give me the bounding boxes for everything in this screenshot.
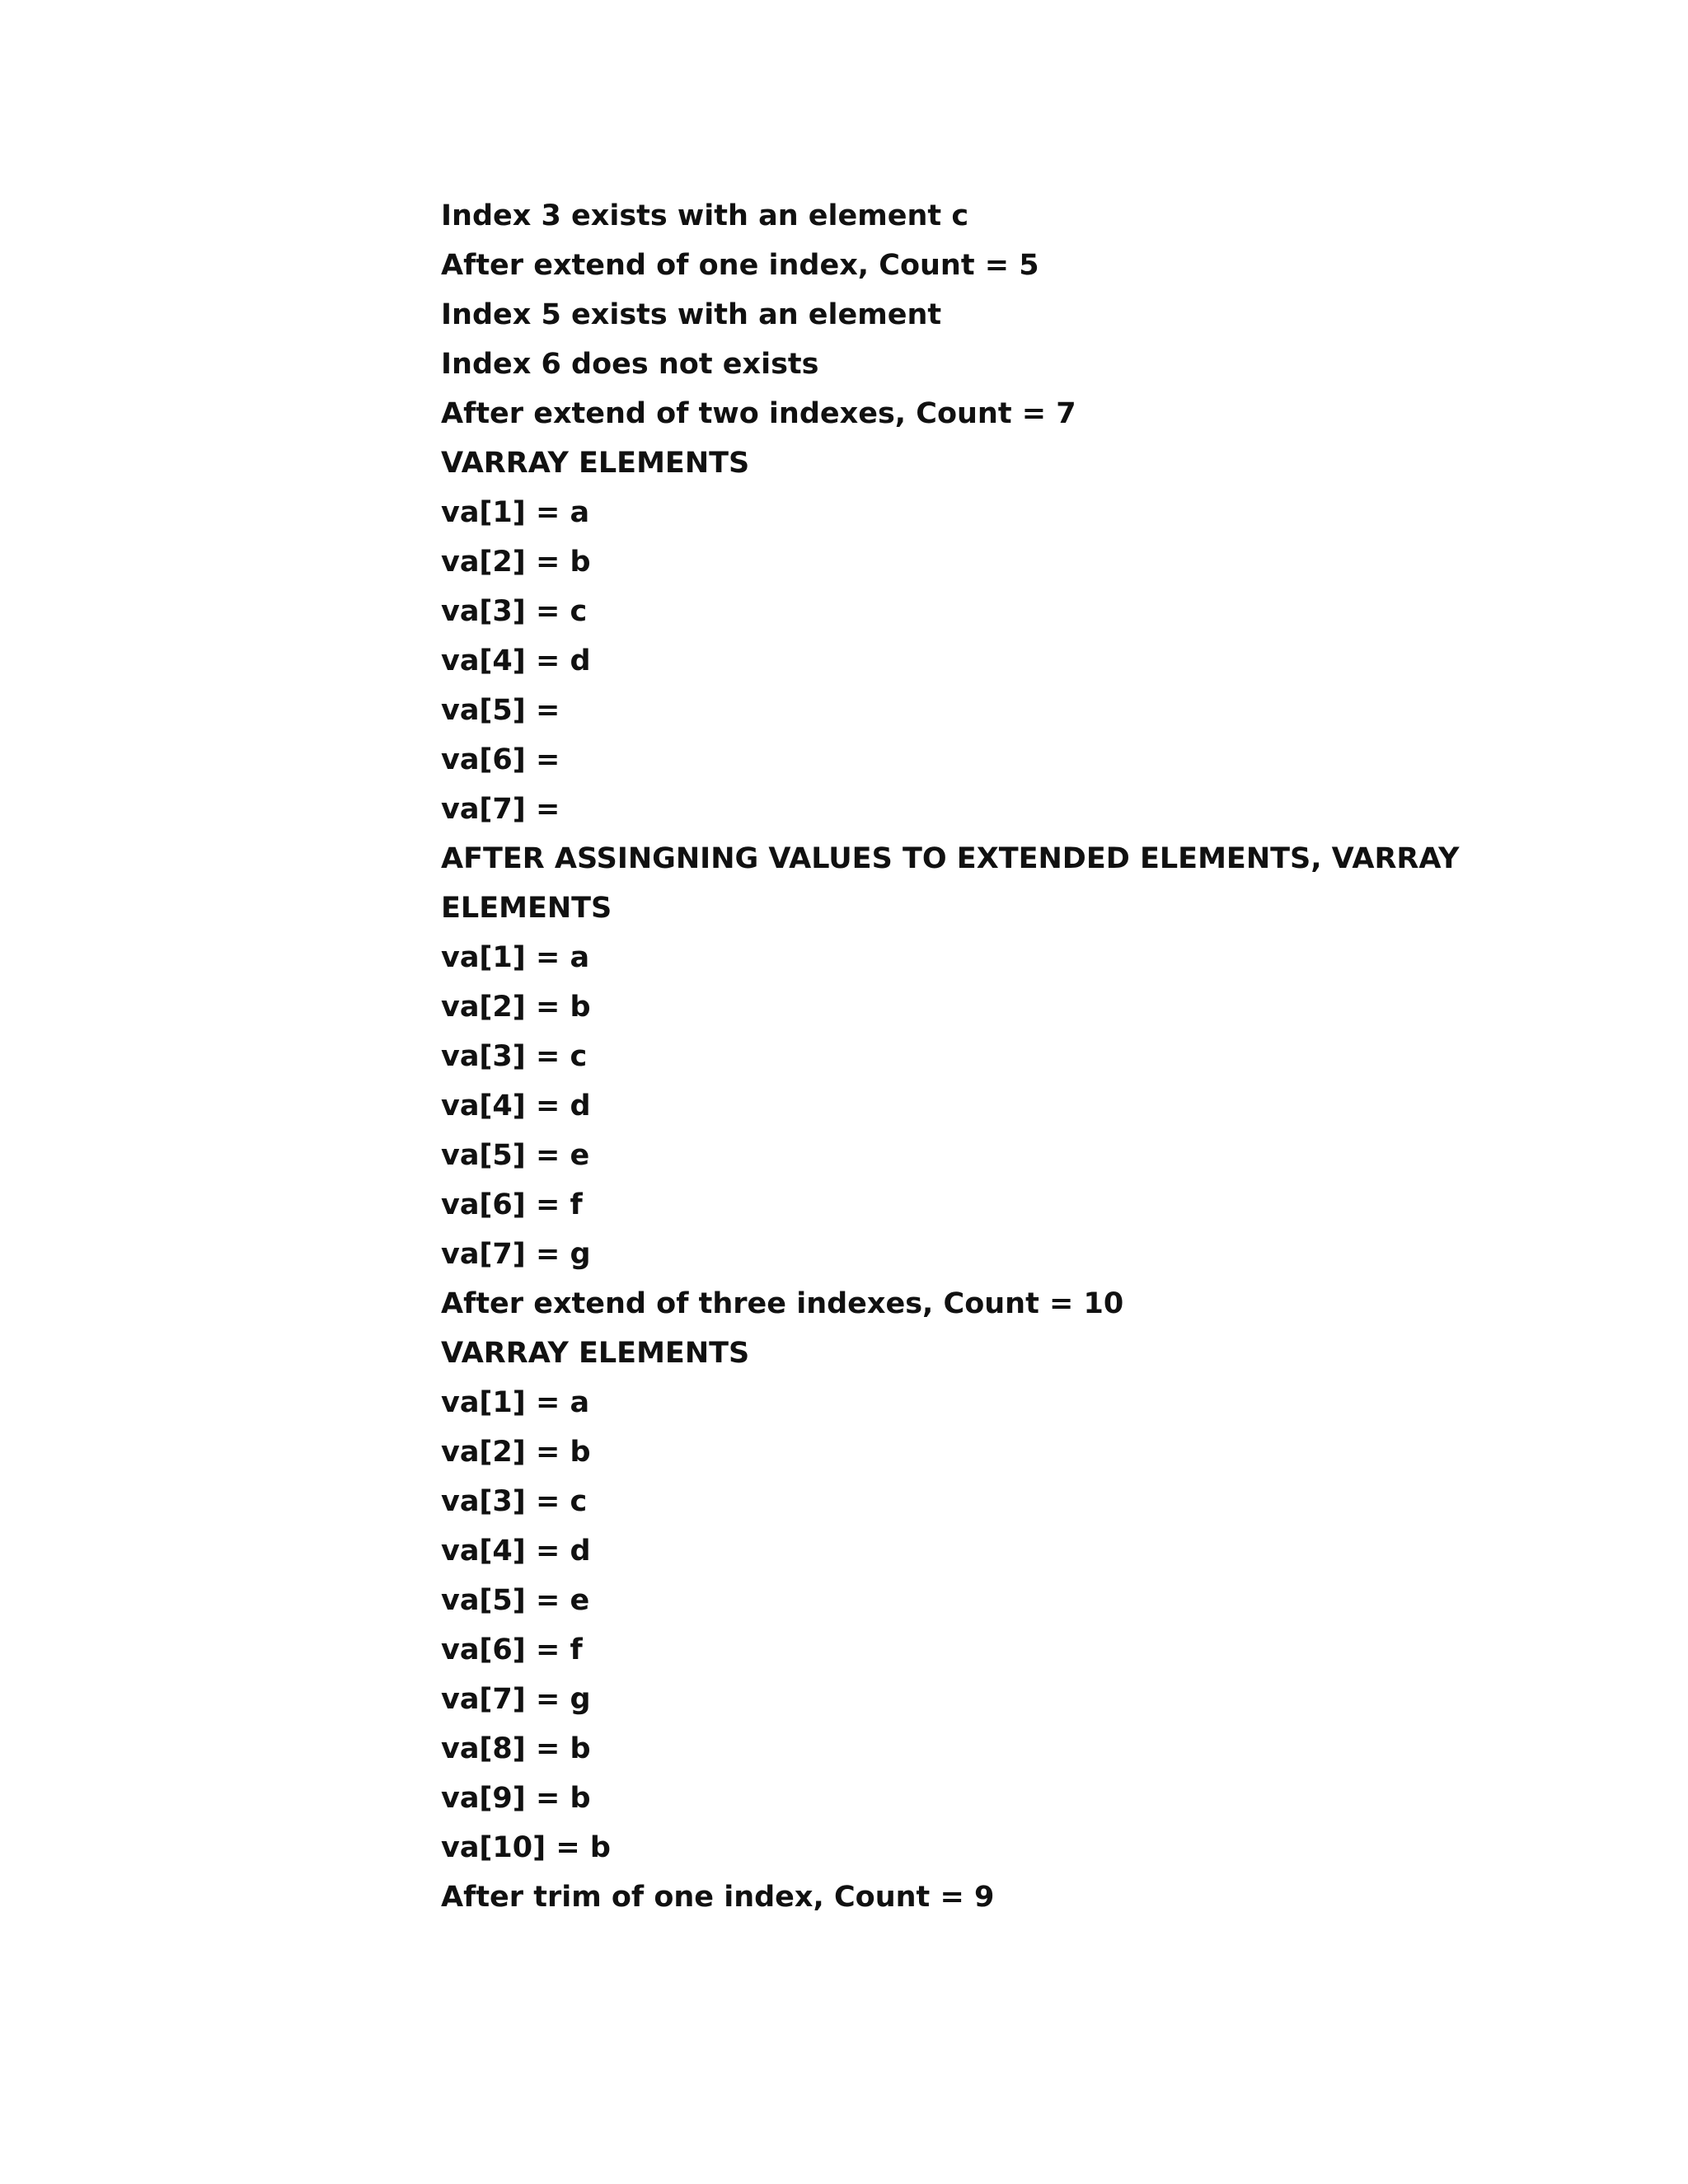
varray-element-line: va[6] = f bbox=[441, 1188, 583, 1221]
output-line: After extend of one index, Count = 5 bbox=[441, 249, 1039, 282]
varray-element-line: va[6] = f bbox=[441, 1633, 583, 1666]
output-text-block bbox=[441, 191, 1504, 1922]
varray-element-line: va[2] = b bbox=[441, 546, 591, 579]
output-line: After extend of three indexes, Count = 10 bbox=[441, 1287, 1124, 1320]
varray-element-line: va[4] = d bbox=[441, 644, 591, 677]
varray-element-line: va[7] = bbox=[441, 793, 560, 826]
varray-element-line: va[3] = c bbox=[441, 595, 588, 628]
varray-element-line: va[4] = d bbox=[441, 1090, 591, 1122]
output-line: Index 3 exists with an element c bbox=[441, 199, 969, 232]
output-line: After extend of two indexes, Count = 7 bbox=[441, 397, 1076, 430]
varray-element-line: va[3] = c bbox=[441, 1485, 588, 1518]
varray-element-line: va[9] = b bbox=[441, 1782, 591, 1815]
varray-element-line: va[2] = b bbox=[441, 991, 591, 1024]
varray-element-line: va[10] = b bbox=[441, 1831, 611, 1864]
varray-element-line: va[7] = g bbox=[441, 1238, 591, 1271]
section-heading: ELEMENTS bbox=[441, 892, 612, 925]
varray-element-line: va[5] = bbox=[441, 694, 560, 727]
varray-element-line: va[1] = a bbox=[441, 1386, 590, 1419]
varray-element-line: va[1] = a bbox=[441, 941, 590, 974]
output-line: Index 5 exists with an element bbox=[441, 298, 942, 331]
varray-element-line: va[4] = d bbox=[441, 1535, 591, 1568]
section-heading: AFTER ASSINGNING VALUES TO EXTENDED ELEMENTS, VARRAY bbox=[441, 842, 1460, 875]
varray-element-line: va[7] = g bbox=[441, 1683, 591, 1716]
varray-element-line: va[5] = e bbox=[441, 1139, 590, 1172]
section-heading: VARRAY ELEMENTS bbox=[441, 1337, 750, 1370]
varray-element-line: va[6] = bbox=[441, 743, 560, 776]
output-line: After trim of one index, Count = 9 bbox=[441, 1881, 995, 1914]
output-line: Index 6 does not exists bbox=[441, 348, 819, 381]
varray-element-line: va[3] = c bbox=[441, 1040, 588, 1073]
varray-element-line: va[8] = b bbox=[441, 1732, 591, 1765]
section-heading: VARRAY ELEMENTS bbox=[441, 447, 750, 480]
varray-element-line: va[2] = b bbox=[441, 1436, 591, 1469]
varray-element-line: va[5] = e bbox=[441, 1584, 590, 1617]
varray-element-line: va[1] = a bbox=[441, 496, 590, 529]
